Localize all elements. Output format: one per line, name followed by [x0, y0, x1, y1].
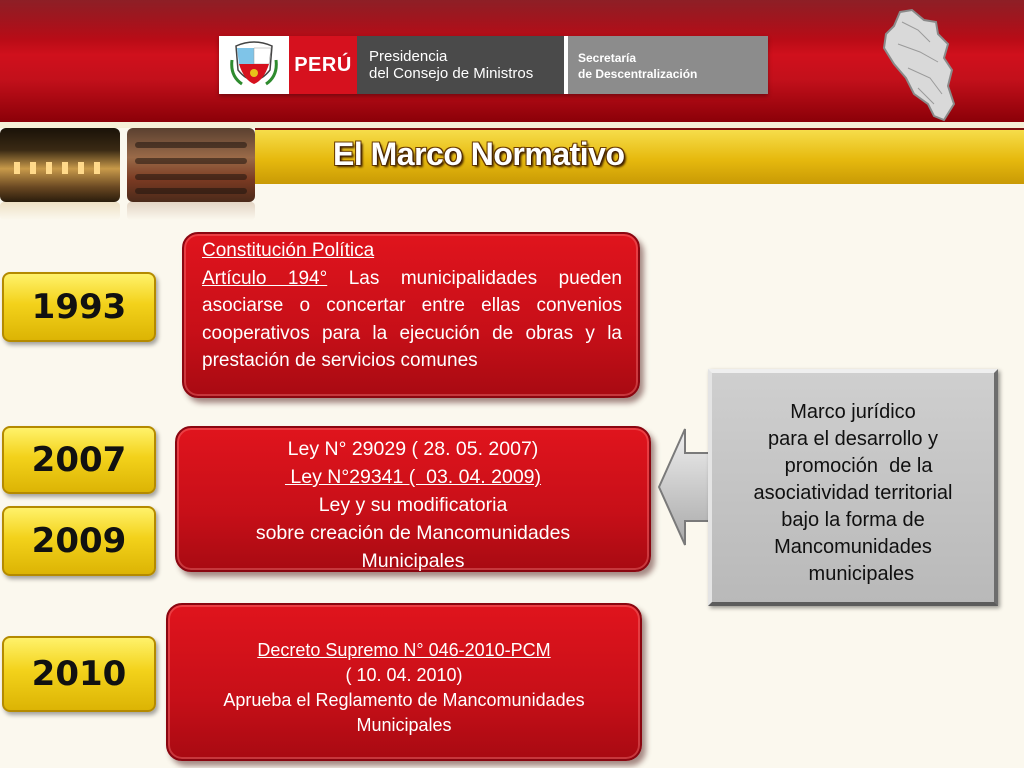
article-label: Artículo 194° — [202, 267, 328, 289]
coat-of-arms-icon — [219, 36, 289, 94]
photo-detail — [135, 174, 247, 180]
congress-photo — [127, 128, 255, 202]
law-line-5: Municipales — [361, 550, 465, 572]
logo-org-line2: del Consejo de Ministros — [369, 65, 534, 82]
photo-detail — [62, 162, 68, 174]
law-line-3: Ley y su modificatoria — [318, 494, 508, 516]
peru-map-icon — [878, 8, 962, 126]
constitution-box — [182, 232, 640, 398]
framework-line-2: para el desarrollo y — [767, 428, 939, 450]
decree-line-2: ( 10. 04. 2010) — [345, 665, 463, 685]
photo-reflection — [0, 202, 120, 220]
law-line-1: Ley N° 29029 ( 28. 05. 2007) — [287, 438, 539, 460]
year-badge-1993: 1993 — [2, 272, 156, 342]
framework-line-1: Marco jurídico — [790, 401, 916, 423]
framework-line-5: bajo la forma de — [781, 509, 925, 531]
law-line-4: sobre creación de Mancomunidades — [255, 522, 571, 544]
article-text: Las municipalidades pueden asociarse o concertar entre ellas convenios cooperativos para la ejecución de obras y la prestación de servicios comunes — [202, 267, 622, 371]
photo-detail — [135, 188, 247, 194]
legal-framework-box — [708, 369, 998, 606]
photo-detail — [30, 162, 36, 174]
photo-detail — [14, 162, 20, 174]
decree-line-3: Aprueba el Reglamento de Mancomunidades — [223, 690, 585, 710]
law-line-2: Ley N°29341 ( 03. 04. 2009) — [284, 466, 542, 488]
photo-detail — [46, 162, 52, 174]
framework-line-3: promoción de la — [773, 455, 933, 477]
framework-line-4: asociatividad territorial — [753, 482, 953, 504]
framework-line-6: Mancomunidades — [774, 536, 932, 558]
logo-org-line1: Presidencia — [369, 48, 448, 65]
logo-secretariat — [568, 36, 768, 94]
logo-organization — [357, 36, 564, 94]
photo-detail — [78, 162, 84, 174]
laws-box — [175, 426, 651, 572]
header-gloss — [0, 0, 1024, 40]
constitution-heading: Constitución Política — [202, 240, 375, 261]
photo-detail — [135, 158, 247, 164]
framework-line-7: municipales — [791, 563, 915, 585]
photo-detail — [135, 142, 247, 148]
decree-line-1: Decreto Supremo N° 046-2010-PCM — [257, 640, 551, 660]
photo-reflection — [127, 202, 255, 220]
constitution-paragraph — [202, 265, 622, 375]
year-badge-2007: 2007 — [2, 426, 156, 494]
year-badge-2010: 2010 — [2, 636, 156, 712]
photo-detail — [94, 162, 100, 174]
palace-photo — [0, 128, 120, 202]
logo-sec-line1: Secretaría — [578, 51, 637, 65]
decree-line-4: Municipales — [356, 715, 452, 735]
institution-logo — [219, 36, 768, 94]
page-title: El Marco Normativo — [333, 136, 625, 172]
decree-box — [166, 603, 642, 761]
logo-sec-line2: de Descentralización — [578, 67, 698, 81]
year-badge-2009: 2009 — [2, 506, 156, 576]
logo-country: PERÚ — [289, 36, 357, 94]
